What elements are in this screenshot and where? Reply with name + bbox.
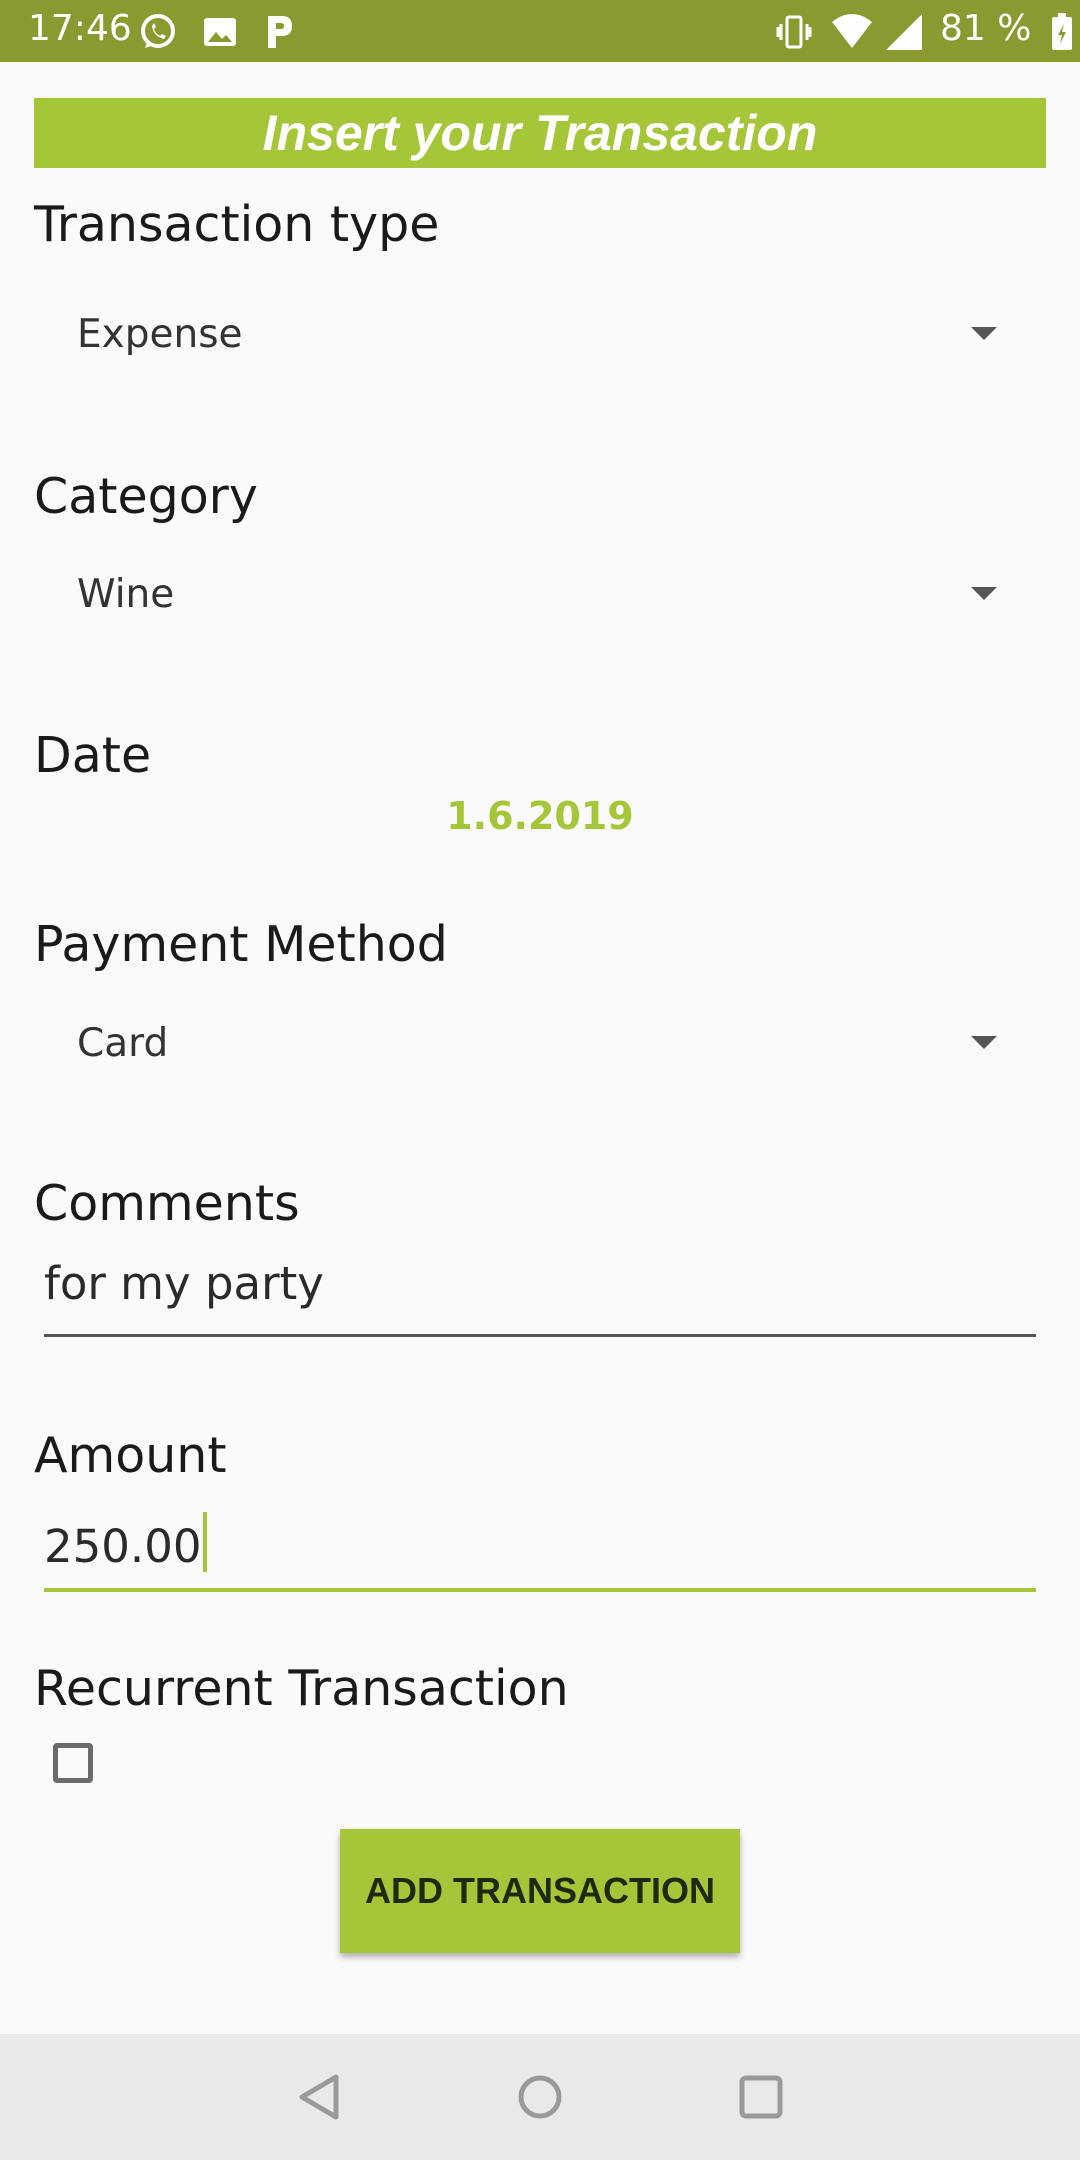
category-label: Category (34, 468, 258, 525)
battery-percentage: 81 % (940, 8, 1032, 49)
amount-input-text: 250.00 (44, 1520, 202, 1573)
payment-method-label: Payment Method (34, 916, 448, 973)
battery-icon (1050, 12, 1074, 56)
back-icon[interactable] (296, 2072, 342, 2126)
comments-label: Comments (34, 1175, 300, 1232)
amount-input[interactable] (44, 1512, 1036, 1592)
navigation-bar (0, 2034, 1080, 2160)
status-time: 17:46 (28, 8, 132, 49)
vibrate-icon (774, 12, 814, 56)
text-cursor (203, 1512, 207, 1572)
image-icon (200, 12, 240, 56)
comments-underline (44, 1334, 1036, 1337)
recurrent-label: Recurrent Transaction (34, 1660, 569, 1717)
dropdown-caret-icon (971, 1036, 997, 1049)
amount-label: Amount (34, 1427, 227, 1484)
page-title: Insert your Transaction (34, 98, 1046, 168)
transaction-type-label: Transaction type (34, 196, 440, 253)
status-bar (0, 0, 1080, 62)
date-picker[interactable]: 1.6.2019 (446, 794, 634, 838)
dropdown-caret-icon (971, 587, 997, 600)
amount-input-wrap (44, 1512, 207, 1573)
whatsapp-icon (138, 12, 178, 56)
dropdown-caret-icon (971, 327, 997, 340)
signal-icon (884, 12, 924, 56)
recents-icon[interactable] (738, 2072, 784, 2126)
comments-input[interactable] (44, 1257, 1036, 1337)
add-transaction-button[interactable]: ADD TRANSACTION (340, 1829, 740, 1953)
date-label: Date (34, 727, 152, 784)
amount-underline (44, 1588, 1036, 1592)
transaction-type-value: Expense (77, 312, 243, 357)
wifi-icon (830, 12, 874, 56)
category-value: Wine (77, 572, 175, 617)
comments-input-text: for my party (44, 1257, 324, 1310)
recurrent-checkbox[interactable] (53, 1743, 93, 1783)
payment-method-value: Card (77, 1021, 169, 1066)
p-app-icon (258, 12, 298, 56)
home-icon[interactable] (517, 2072, 563, 2126)
